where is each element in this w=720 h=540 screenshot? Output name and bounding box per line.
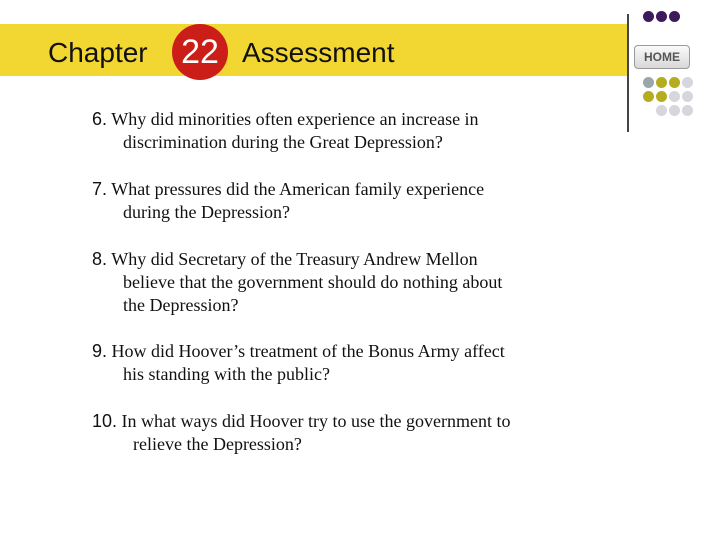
question-number: 6. (92, 109, 108, 129)
decorative-dot (656, 11, 667, 22)
question-text: Why did minorities often experience an increase in (111, 109, 479, 129)
question-item (92, 248, 502, 317)
decorative-dot (643, 11, 654, 22)
decorative-dot (682, 91, 693, 102)
home-button[interactable]: HOME (634, 45, 690, 69)
decorative-dot (669, 77, 680, 88)
question-item (92, 340, 505, 386)
decorative-dot (682, 105, 693, 116)
question-text: What pressures did the American family experience (111, 179, 485, 199)
decorative-dot (656, 91, 667, 102)
decorative-dot (682, 77, 693, 88)
question-number: 9. (92, 341, 108, 361)
decorative-dot (669, 11, 680, 22)
chapter-label: Chapter (48, 37, 148, 68)
header-divider (627, 14, 629, 132)
question-text: relieve the Depression? (133, 434, 302, 454)
question-text: believe that the government should do nothing about (123, 272, 503, 292)
question-number: 8. (92, 249, 108, 269)
assessment-title: Assessment (242, 37, 395, 68)
question-text: How did Hoover’s treatment of the Bonus Army affect (111, 341, 505, 361)
decorative-dot (643, 77, 654, 88)
question-text: during the Depression? (123, 202, 290, 222)
decorative-dot (643, 91, 654, 102)
decorative-dot (656, 105, 667, 116)
decorative-dot (656, 77, 667, 88)
decorative-dot (669, 91, 680, 102)
question-text: In what ways did Hoover try to use the government to (121, 411, 511, 431)
chapter-number-badge: 22 (172, 24, 228, 80)
question-text: his standing with the public? (123, 364, 330, 384)
question-item (92, 108, 479, 154)
question-number: 7. (92, 179, 108, 199)
question-text: discrimination during the Great Depression? (123, 132, 443, 152)
question-item (92, 410, 510, 456)
question-text: Why did Secretary of the Treasury Andrew Mellon (111, 249, 478, 269)
question-text: the Depression? (123, 295, 239, 315)
question-number: 10. (92, 411, 118, 431)
question-item (92, 178, 484, 224)
decorative-dot (669, 105, 680, 116)
